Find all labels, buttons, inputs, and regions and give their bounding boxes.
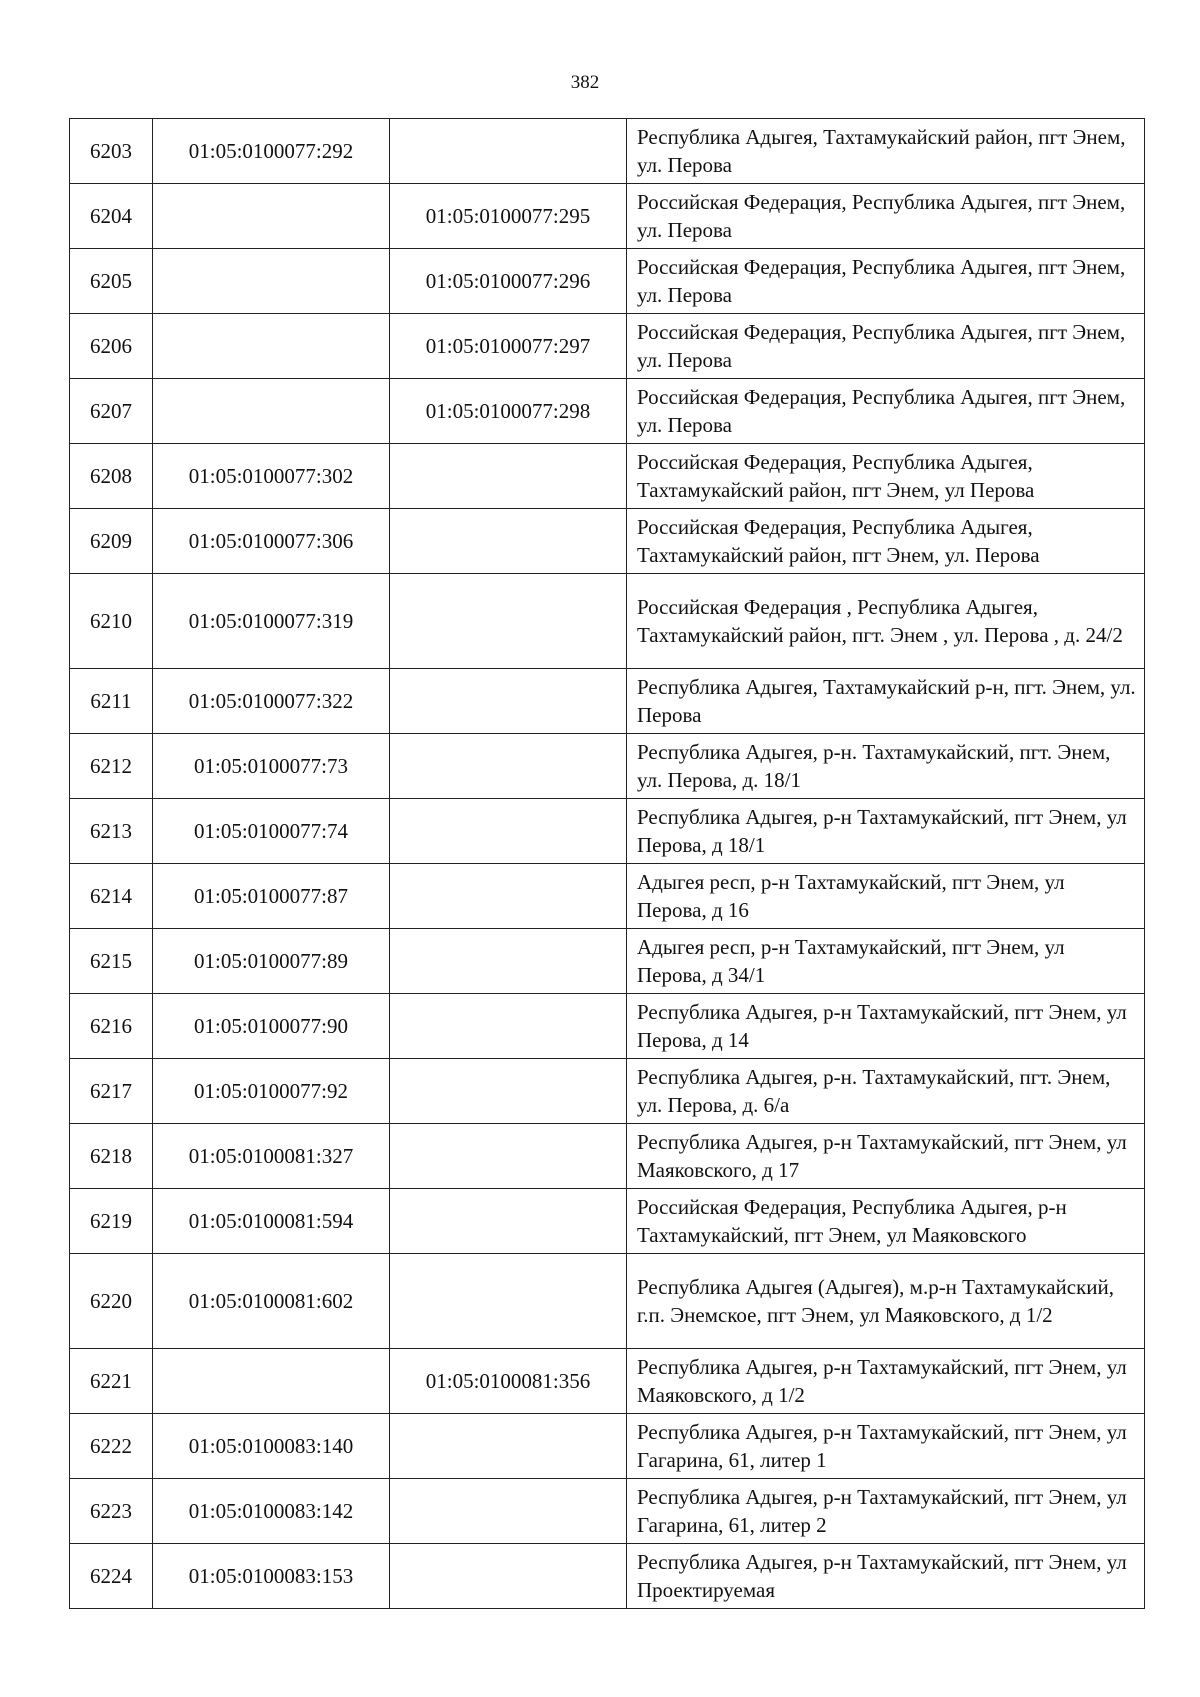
address-cell: Республика Адыгея, р-н Тахтамукайский, пгт Энем, ул Проектируемая	[627, 1544, 1145, 1609]
table-row	[70, 1349, 1145, 1414]
related-cadastral-number-cell	[390, 119, 627, 184]
related-cadastral-number-cell	[390, 734, 627, 799]
cadastral-number-cell: 01:05:0100077:92	[153, 1059, 390, 1124]
row-number-cell: 6213	[70, 799, 153, 864]
address-cell: Республика Адыгея, Тахтамукайский р-н, пгт. Энем, ул. Перова	[627, 669, 1145, 734]
row-number-cell: 6209	[70, 509, 153, 574]
address-cell: Республика Адыгея, р-н Тахтамукайский, пгт Энем, ул Перова, д 14	[627, 994, 1145, 1059]
row-number-cell: 6210	[70, 574, 153, 669]
related-cadastral-number-cell	[390, 1124, 627, 1189]
row-number-cell: 6215	[70, 929, 153, 994]
cadastral-number-cell: 01:05:0100081:594	[153, 1189, 390, 1254]
row-number-cell: 6217	[70, 1059, 153, 1124]
cadastral-number-cell: 01:05:0100077:89	[153, 929, 390, 994]
cadastral-number-cell	[153, 314, 390, 379]
related-cadastral-number-cell	[390, 444, 627, 509]
row-number-cell: 6205	[70, 249, 153, 314]
cadastral-number-cell: 01:05:0100077:302	[153, 444, 390, 509]
cadastral-number-cell: 01:05:0100077:292	[153, 119, 390, 184]
table-row	[70, 1124, 1145, 1189]
cadastral-number-cell	[153, 249, 390, 314]
cadastral-number-cell: 01:05:0100077:74	[153, 799, 390, 864]
row-number-cell: 6223	[70, 1479, 153, 1544]
row-number-cell: 6203	[70, 119, 153, 184]
row-number-cell: 6219	[70, 1189, 153, 1254]
row-number-cell: 6206	[70, 314, 153, 379]
row-number-cell: 6208	[70, 444, 153, 509]
related-cadastral-number-cell	[390, 509, 627, 574]
address-cell: Российская Федерация , Республика Адыгея, Тахтамукайский район, пгт. Энем , ул. Перова , д. 24/2	[627, 574, 1145, 669]
row-number-cell: 6218	[70, 1124, 153, 1189]
table-row	[70, 1254, 1145, 1349]
address-cell: Российская Федерация, Республика Адыгея, р-н Тахтамукайский, пгт Энем, ул Маяковского	[627, 1189, 1145, 1254]
table-row	[70, 1189, 1145, 1254]
address-cell: Российская Федерация, Республика Адыгея, пгт Энем, ул. Перова	[627, 314, 1145, 379]
row-number-cell: 6221	[70, 1349, 153, 1414]
address-cell: Российская Федерация, Республика Адыгея, пгт Энем, ул. Перова	[627, 249, 1145, 314]
table-row	[70, 1544, 1145, 1609]
cadastral-number-cell: 01:05:0100083:142	[153, 1479, 390, 1544]
row-number-cell: 6220	[70, 1254, 153, 1349]
address-cell: Республика Адыгея, р-н Тахтамукайский, пгт Энем, ул Гагарина, 61, литер 1	[627, 1414, 1145, 1479]
row-number-cell: 6207	[70, 379, 153, 444]
address-cell: Республика Адыгея, р-н. Тахтамукайский, пгт. Энем, ул. Перова, д. 18/1	[627, 734, 1145, 799]
address-cell: Республика Адыгея, Тахтамукайский район, пгт Энем, ул. Перова	[627, 119, 1145, 184]
cadastral-number-cell: 01:05:0100077:87	[153, 864, 390, 929]
address-cell: Российская Федерация, Республика Адыгея, пгт Энем, ул. Перова	[627, 379, 1145, 444]
row-number-cell: 6212	[70, 734, 153, 799]
table-row	[70, 1059, 1145, 1124]
cadastral-number-cell: 01:05:0100081:327	[153, 1124, 390, 1189]
related-cadastral-number-cell	[390, 929, 627, 994]
address-cell: Адыгея респ, р-н Тахтамукайский, пгт Энем, ул Перова, д 34/1	[627, 929, 1145, 994]
table-row	[70, 379, 1145, 444]
related-cadastral-number-cell: 01:05:0100077:295	[390, 184, 627, 249]
related-cadastral-number-cell: 01:05:0100077:296	[390, 249, 627, 314]
related-cadastral-number-cell	[390, 1414, 627, 1479]
related-cadastral-number-cell	[390, 1544, 627, 1609]
related-cadastral-number-cell	[390, 574, 627, 669]
cadastral-number-cell: 01:05:0100083:153	[153, 1544, 390, 1609]
address-cell: Российская Федерация, Республика Адыгея, Тахтамукайский район, пгт Энем, ул. Перова	[627, 509, 1145, 574]
row-number-cell: 6214	[70, 864, 153, 929]
address-cell: Республика Адыгея, р-н Тахтамукайский, пгт Энем, ул Перова, д 18/1	[627, 799, 1145, 864]
table-row	[70, 314, 1145, 379]
related-cadastral-number-cell	[390, 994, 627, 1059]
cadastral-number-cell	[153, 184, 390, 249]
table-row	[70, 994, 1145, 1059]
page-number: 382	[570, 72, 600, 93]
related-cadastral-number-cell: 01:05:0100077:298	[390, 379, 627, 444]
table-row	[70, 249, 1145, 314]
address-cell: Республика Адыгея (Адыгея), м.р-н Тахтамукайский, г.п. Энемское, пгт Энем, ул Маяковского, д 1/2	[627, 1254, 1145, 1349]
table-row	[70, 799, 1145, 864]
table-row	[70, 574, 1145, 669]
table-row	[70, 119, 1145, 184]
cadastral-number-cell: 01:05:0100077:319	[153, 574, 390, 669]
cadastral-number-cell: 01:05:0100081:602	[153, 1254, 390, 1349]
address-cell: Республика Адыгея, р-н Тахтамукайский, пгт Энем, ул Маяковского, д 1/2	[627, 1349, 1145, 1414]
cadastral-number-cell: 01:05:0100077:306	[153, 509, 390, 574]
cadastral-number-cell: 01:05:0100077:90	[153, 994, 390, 1059]
cadastral-number-cell: 01:05:0100077:73	[153, 734, 390, 799]
address-cell: Республика Адыгея, р-н. Тахтамукайский, пгт. Энем, ул. Перова, д. 6/а	[627, 1059, 1145, 1124]
address-cell: Российская Федерация, Республика Адыгея, Тахтамукайский район, пгт Энем, ул Перова	[627, 444, 1145, 509]
related-cadastral-number-cell	[390, 669, 627, 734]
table-row	[70, 864, 1145, 929]
table-row	[70, 929, 1145, 994]
address-cell: Республика Адыгея, р-н Тахтамукайский, пгт Энем, ул Гагарина, 61, литер 2	[627, 1479, 1145, 1544]
row-number-cell: 6216	[70, 994, 153, 1059]
row-number-cell: 6224	[70, 1544, 153, 1609]
table-row	[70, 444, 1145, 509]
address-cell: Российская Федерация, Республика Адыгея, пгт Энем, ул. Перова	[627, 184, 1145, 249]
row-number-cell: 6204	[70, 184, 153, 249]
address-cell: Республика Адыгея, р-н Тахтамукайский, пгт Энем, ул Маяковского, д 17	[627, 1124, 1145, 1189]
table-row	[70, 734, 1145, 799]
cadastral-number-cell	[153, 1349, 390, 1414]
cadastral-number-cell	[153, 379, 390, 444]
table-row	[70, 1479, 1145, 1544]
cadastral-number-cell: 01:05:0100077:322	[153, 669, 390, 734]
row-number-cell: 6211	[70, 669, 153, 734]
table-row	[70, 1414, 1145, 1479]
row-number-cell: 6222	[70, 1414, 153, 1479]
related-cadastral-number-cell	[390, 799, 627, 864]
address-cell: Адыгея респ, р-н Тахтамукайский, пгт Энем, ул Перова, д 16	[627, 864, 1145, 929]
cadastral-number-cell: 01:05:0100083:140	[153, 1414, 390, 1479]
related-cadastral-number-cell	[390, 1254, 627, 1349]
related-cadastral-number-cell	[390, 864, 627, 929]
table-row	[70, 509, 1145, 574]
table-row	[70, 669, 1145, 734]
related-cadastral-number-cell: 01:05:0100081:356	[390, 1349, 627, 1414]
table-row	[70, 184, 1145, 249]
related-cadastral-number-cell: 01:05:0100077:297	[390, 314, 627, 379]
related-cadastral-number-cell	[390, 1479, 627, 1544]
related-cadastral-number-cell	[390, 1189, 627, 1254]
related-cadastral-number-cell	[390, 1059, 627, 1124]
registry-table	[69, 118, 1145, 1609]
